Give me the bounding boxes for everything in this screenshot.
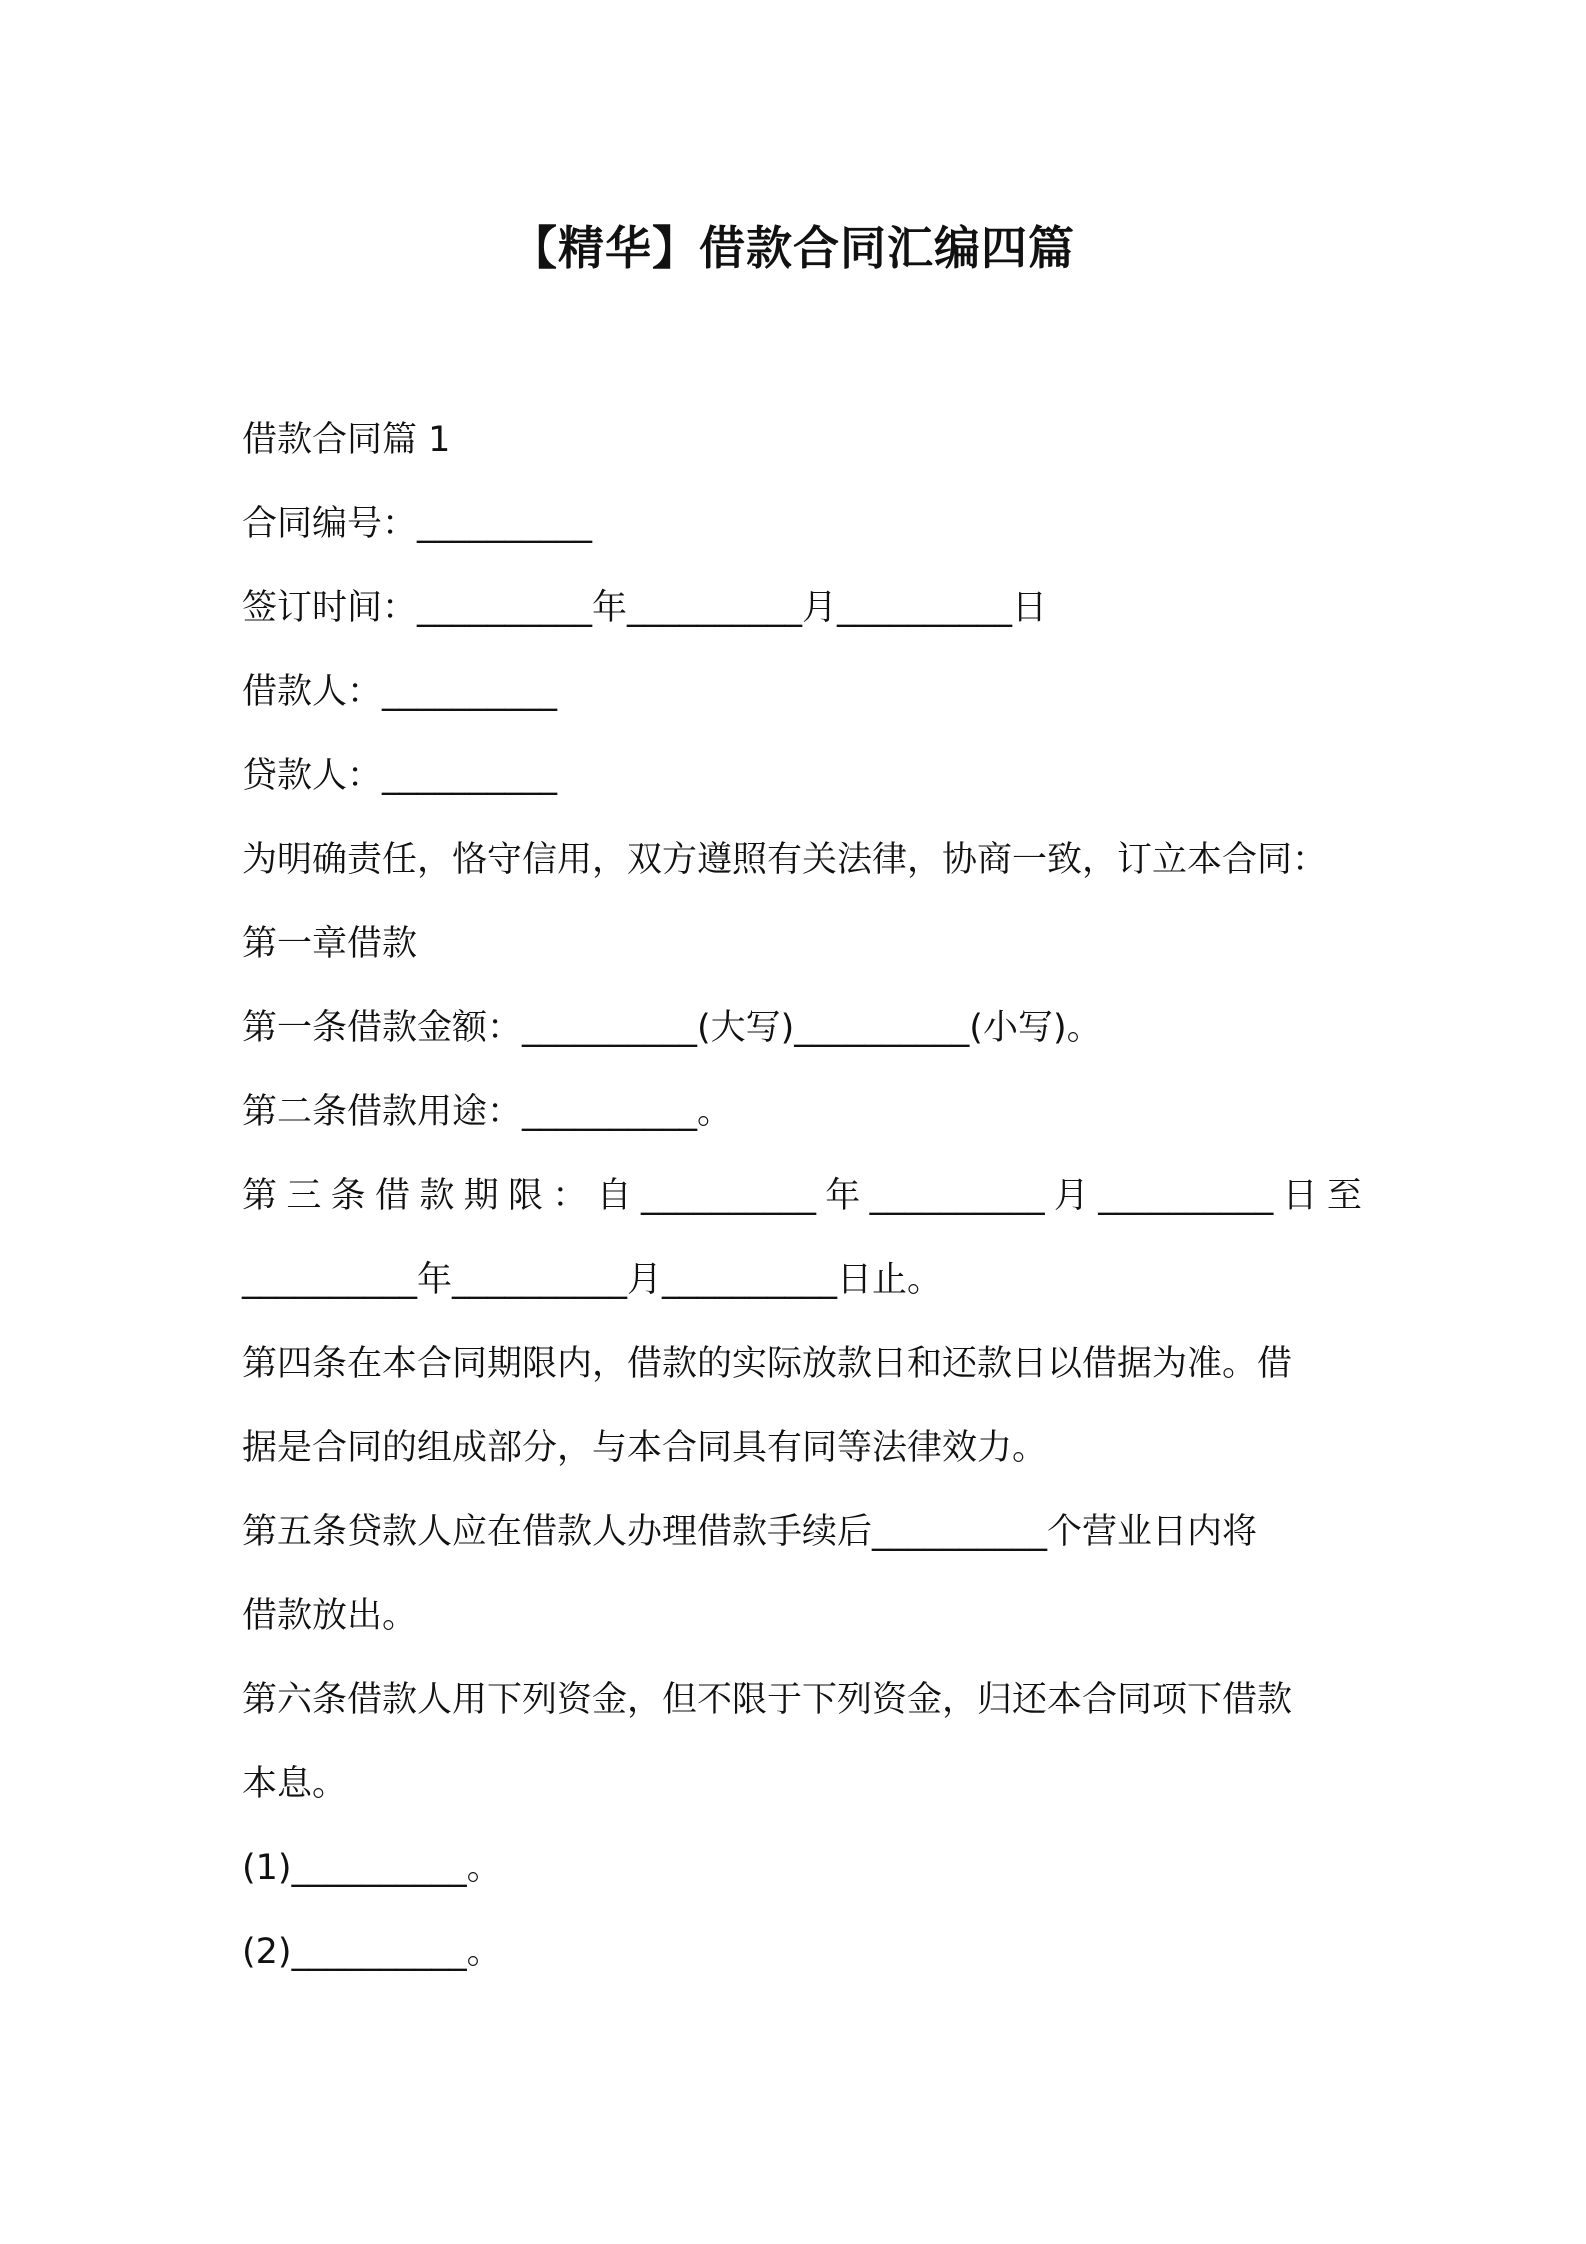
article-6-line-2: 本息。 — [242, 1764, 348, 1804]
article-3-char: 第 — [242, 1176, 278, 1216]
chapter-heading: 第一章借款 — [242, 924, 418, 964]
document-title: 【精华】借款合同汇编四篇 — [511, 221, 1075, 275]
article-3-char: 年 — [825, 1176, 861, 1216]
section-heading: 借款合同篇 1 — [242, 420, 451, 460]
article-3-blank: __________ — [869, 1176, 1045, 1216]
article-6-line-1: 第六条借款人用下列资金，但不限于下列资金，归还本合同项下借款 — [242, 1680, 1293, 1720]
article-3-char: 期 — [463, 1176, 499, 1216]
article-4-line-1: 第四条在本合同期限内，借款的实际放款日和还款日以借据为准。借 — [242, 1344, 1293, 1384]
list-item-1: (1)__________。 — [242, 1848, 502, 1888]
article-5-line-2: 借款放出。 — [242, 1596, 418, 1636]
article-3-char: 限 — [507, 1176, 543, 1216]
article-1-line: 第一条借款金额：__________(大写)__________(小写)。 — [242, 1008, 1102, 1048]
article-4-line-2: 据是合同的组成部分，与本合同具有同等法律效力。 — [242, 1428, 1048, 1468]
article-3-char: ： — [552, 1176, 588, 1216]
article-2-line: 第二条借款用途：__________。 — [242, 1092, 733, 1132]
article-3-line-1 — [242, 1172, 1362, 1220]
article-3-char: 月 — [1053, 1176, 1089, 1216]
article-3-char: 款 — [419, 1176, 455, 1216]
article-5-line-1: 第五条贷款人应在借款人办理借款手续后__________个营业日内将 — [242, 1512, 1258, 1552]
article-3-char: 自 — [596, 1176, 632, 1216]
article-3-char: 条 — [330, 1176, 366, 1216]
article-3-char: 借 — [374, 1176, 410, 1216]
article-3-blank: __________ — [640, 1176, 816, 1216]
article-3-char: 至 — [1326, 1176, 1362, 1216]
lender-line: 贷款人：__________ — [242, 756, 558, 796]
borrower-line: 借款人：__________ — [242, 672, 558, 712]
contract-number-line: 合同编号：__________ — [242, 504, 593, 544]
article-3-char: 三 — [286, 1176, 322, 1216]
list-item-2: (2)__________。 — [242, 1932, 502, 1972]
article-3-char: 日 — [1282, 1176, 1318, 1216]
signing-date-line: 签订时间：__________年__________月__________日 — [242, 588, 1048, 628]
preamble-line: 为明确责任，恪守信用，双方遵照有关法律，协商一致，订立本合同： — [242, 840, 1328, 880]
article-3-blank: __________ — [1098, 1176, 1274, 1216]
article-3-line-2: __________年__________月__________日止。 — [242, 1260, 943, 1300]
